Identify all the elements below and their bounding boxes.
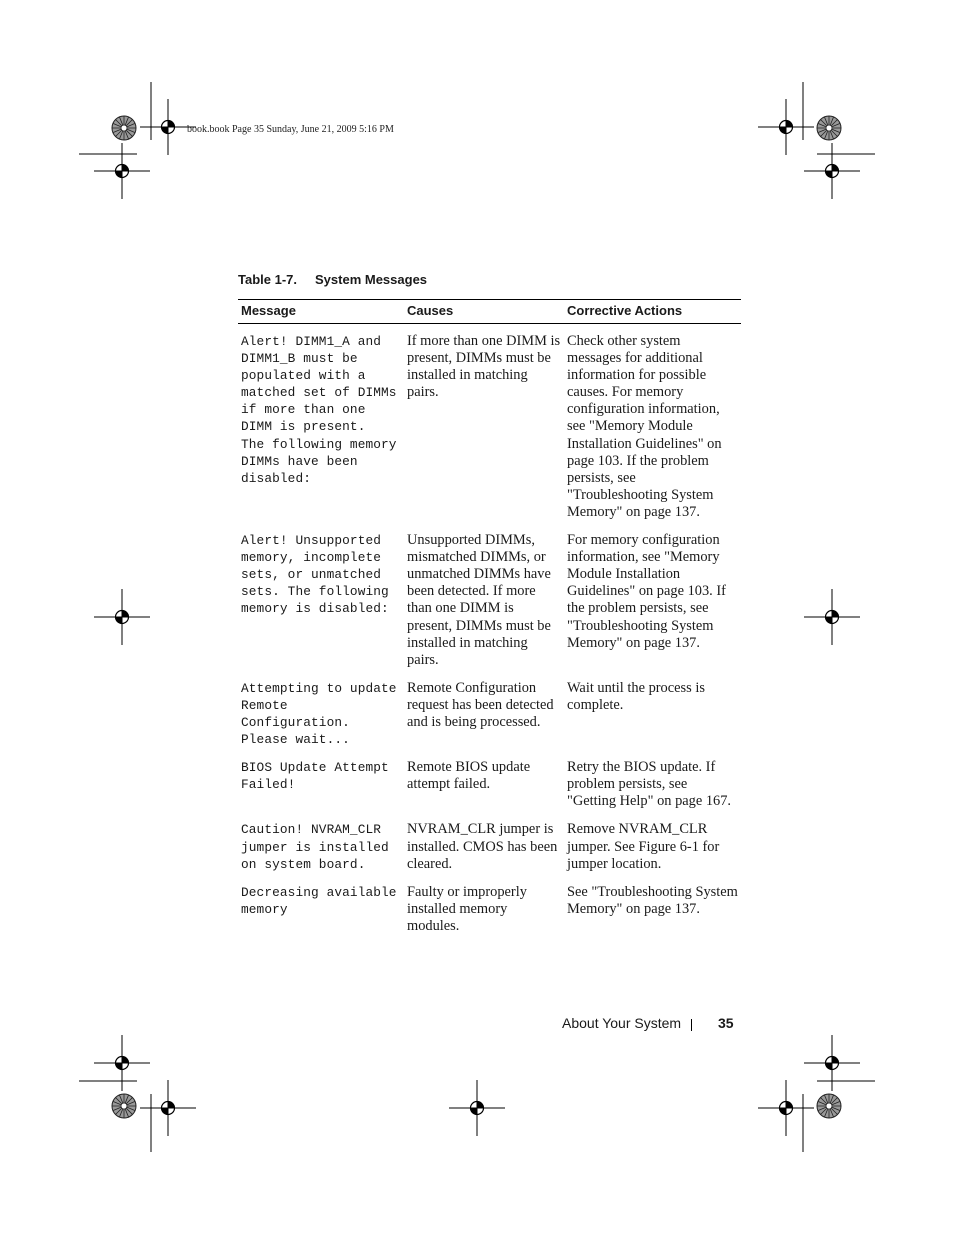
- table-caption: [238, 272, 427, 287]
- causes-cell: Remote Configuration request has been detected and is being processed.: [407, 679, 554, 730]
- message-cell: Alert! Unsupported memory, incomplete sets, or unmatched sets. The following memory is disabled:: [241, 533, 397, 617]
- message-cell: Alert! DIMM1_A and DIMM1_B must be populated with a matched set of DIMMs if more than one DIMM is present. The following memory DIMMs have been disabled:: [241, 334, 405, 486]
- causes-cell: Unsupported DIMMs, mismatched DIMMs, or unmatched DIMMs have been detected. If more than one DIMM is present, DIMMs must be installed in matching pairs.: [407, 532, 551, 668]
- causes-cell: If more than one DIMM is present, DIMMs must be installed in matching pairs.: [407, 333, 561, 401]
- table-row: [238, 324, 741, 533]
- header-causes: Causes: [404, 300, 564, 324]
- actions-cell: See "Troubleshooting System Memory" on page 137.: [567, 883, 738, 917]
- message-cell: BIOS Update Attempt Failed!: [241, 760, 397, 793]
- causes-cell: Faulty or improperly installed memory modules.: [407, 883, 527, 934]
- table-row: [238, 532, 741, 680]
- actions-cell: Retry the BIOS update. If problem persists, see "Getting Help" on page 167.: [567, 759, 732, 810]
- header-corrective-actions: Corrective Actions: [564, 300, 741, 324]
- print-slug: book.book Page 35 Sunday, June 21, 2009 5:16 PM: [187, 124, 394, 135]
- message-cell: Attempting to update Remote Configuration. Please wait...: [241, 680, 405, 748]
- actions-cell: Remove NVRAM_CLR jumper. See Figure 6-1 for jumper location.: [567, 821, 720, 872]
- system-messages-table: [238, 299, 741, 946]
- actions-cell: Check other system messages for additional information for possible causes. For memory configuration information, see "Memory Module Installation Guidelines" on page 103. If the problem persists, see "Troubleshooting System Memory" on page 137.: [567, 333, 722, 520]
- table-row: [238, 680, 741, 759]
- message-cell: Decreasing available memory: [241, 884, 405, 917]
- causes-cell: NVRAM_CLR jumper is installed. CMOS has been cleared.: [407, 821, 558, 872]
- table-row: [238, 759, 741, 821]
- table-row: [238, 884, 741, 946]
- actions-cell: For memory configuration information, see "Memory Module Installation Guidelines" on page 103. If the problem persists, see "Troubleshooting System Memory" on page 137.: [567, 532, 726, 651]
- page-number: 35: [718, 1015, 734, 1031]
- message-cell: Caution! NVRAM_CLR jumper is installed on system board.: [241, 822, 397, 872]
- footer-divider: [691, 1019, 692, 1031]
- table-title: System Messages: [315, 272, 428, 287]
- footer-section-title: About Your System: [562, 1015, 682, 1031]
- table-header-row: [238, 300, 741, 324]
- table-row: [238, 821, 741, 883]
- header-message: Message: [238, 300, 404, 324]
- actions-cell: Wait until the process is complete.: [567, 679, 705, 713]
- table-number: Table 1-7.: [238, 272, 298, 287]
- causes-cell: Remote BIOS update attempt failed.: [407, 759, 531, 793]
